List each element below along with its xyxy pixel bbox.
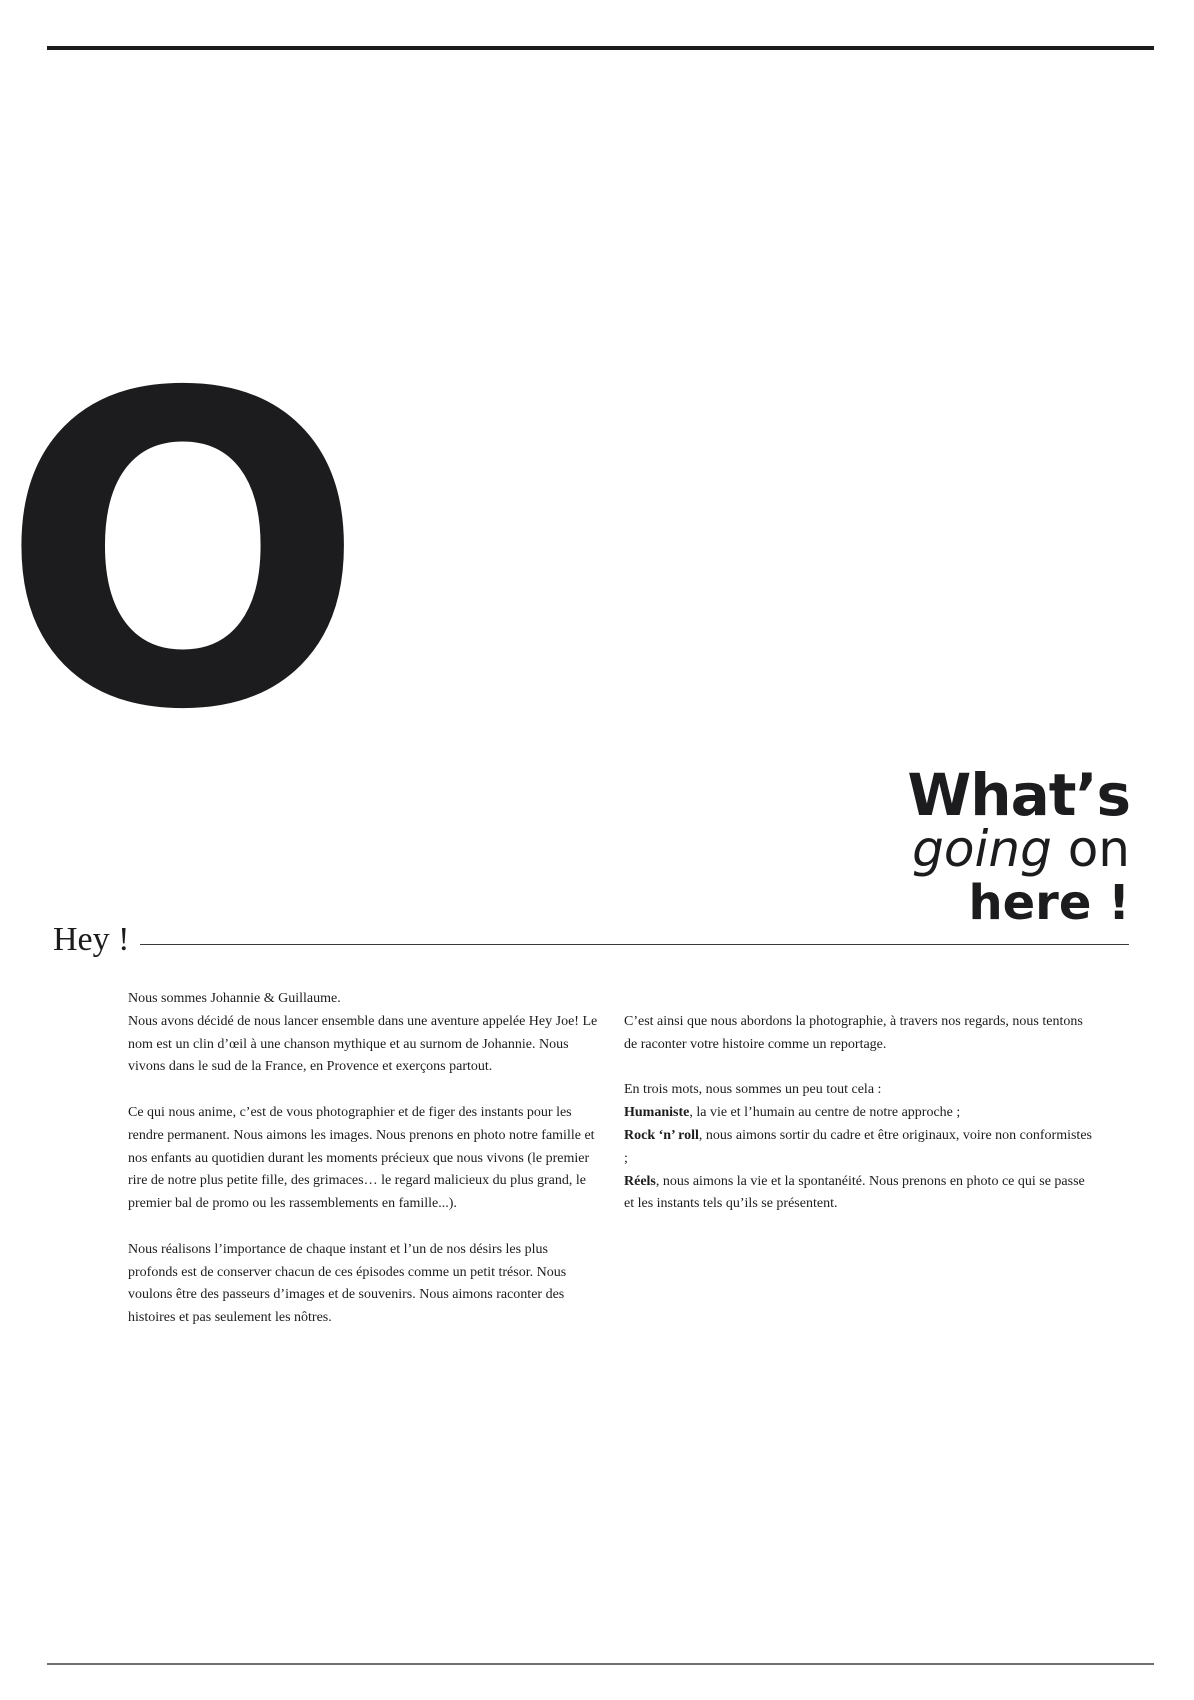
list-item-text: , nous aimons la vie et la spontanéité. Nous prenons en photo ce qui se passe et les instants tels qu’ils se présentent. [624, 1173, 1085, 1212]
top-divider [47, 46, 1154, 50]
list-item-text: , nous aimons sortir du cadre et être originaux, voire non conformistes ; [624, 1127, 1092, 1166]
list-item-term: Réels [624, 1173, 656, 1189]
paragraph-three-words [624, 1079, 1094, 1216]
headline-line-3: here ! [968, 875, 1130, 931]
headline-line-2-rest: on [1051, 820, 1130, 878]
list-item [624, 1125, 1094, 1171]
list-item-term: Humaniste [624, 1105, 690, 1121]
headline-italic-word: going [912, 820, 1052, 878]
intro-line: Nous sommes Johannie & Guillaume. [128, 991, 341, 1006]
left-text-column [128, 988, 598, 1353]
bottom-divider [47, 1663, 1154, 1665]
headline-line-2 [710, 822, 1130, 876]
three-words-intro: En trois mots, nous sommes un peu tout cela : [624, 1082, 882, 1098]
headline [710, 761, 1130, 931]
section-title: Hey ! [53, 921, 130, 958]
list-item-text: , la vie et l’humain au centre de notre approche ; [689, 1105, 961, 1121]
paragraph-intro [128, 988, 598, 1079]
intro-body: Nous avons décidé de nous lancer ensemble dans une aventure appelée Hey Joe! Le nom est un clin d’œil à une chanson mythique et au surnom de Johannie. Nous vivons dans le sud de la France, en Provence et exerçons partout. [128, 1013, 598, 1075]
decorative-big-letter: O [0, 304, 366, 804]
right-text-column [624, 1011, 1094, 1239]
list-item [624, 1171, 1094, 1217]
paragraph-importance: Nous réalisons l’importance de chaque instant et l’un de nos désirs les plus profonds est de conserver chacun de ces épisodes comme un petit trésor. Nous voulons être des passeurs d’images et de souvenirs. Nous aimons raconter des histoires et pas seulement les nôtres. [128, 1241, 567, 1326]
paragraph-approach: C’est ainsi que nous abordons la photographie, à travers nos regards, nous tentons de raconter votre histoire comme un reportage. [624, 1014, 1083, 1052]
list-item-term: Rock ‘n’ roll [624, 1127, 699, 1143]
headline-line-1: What’s [907, 761, 1130, 829]
section-title-rule [140, 944, 1129, 945]
paragraph-motivation: Ce qui nous anime, c’est de vous photographier et de figer des instants pour les rendre permanent. Nous aimons les images. Nous prenons en photo notre famille et nos enfants au quotidien durant les moments précieux que nous vivons (le premier rire de notre plus petite fille, des grimaces… le regard malicieux du plus grand, le premier bal de promo ou les rassemblements en famille...). [128, 1104, 595, 1212]
list-item [624, 1102, 1094, 1125]
